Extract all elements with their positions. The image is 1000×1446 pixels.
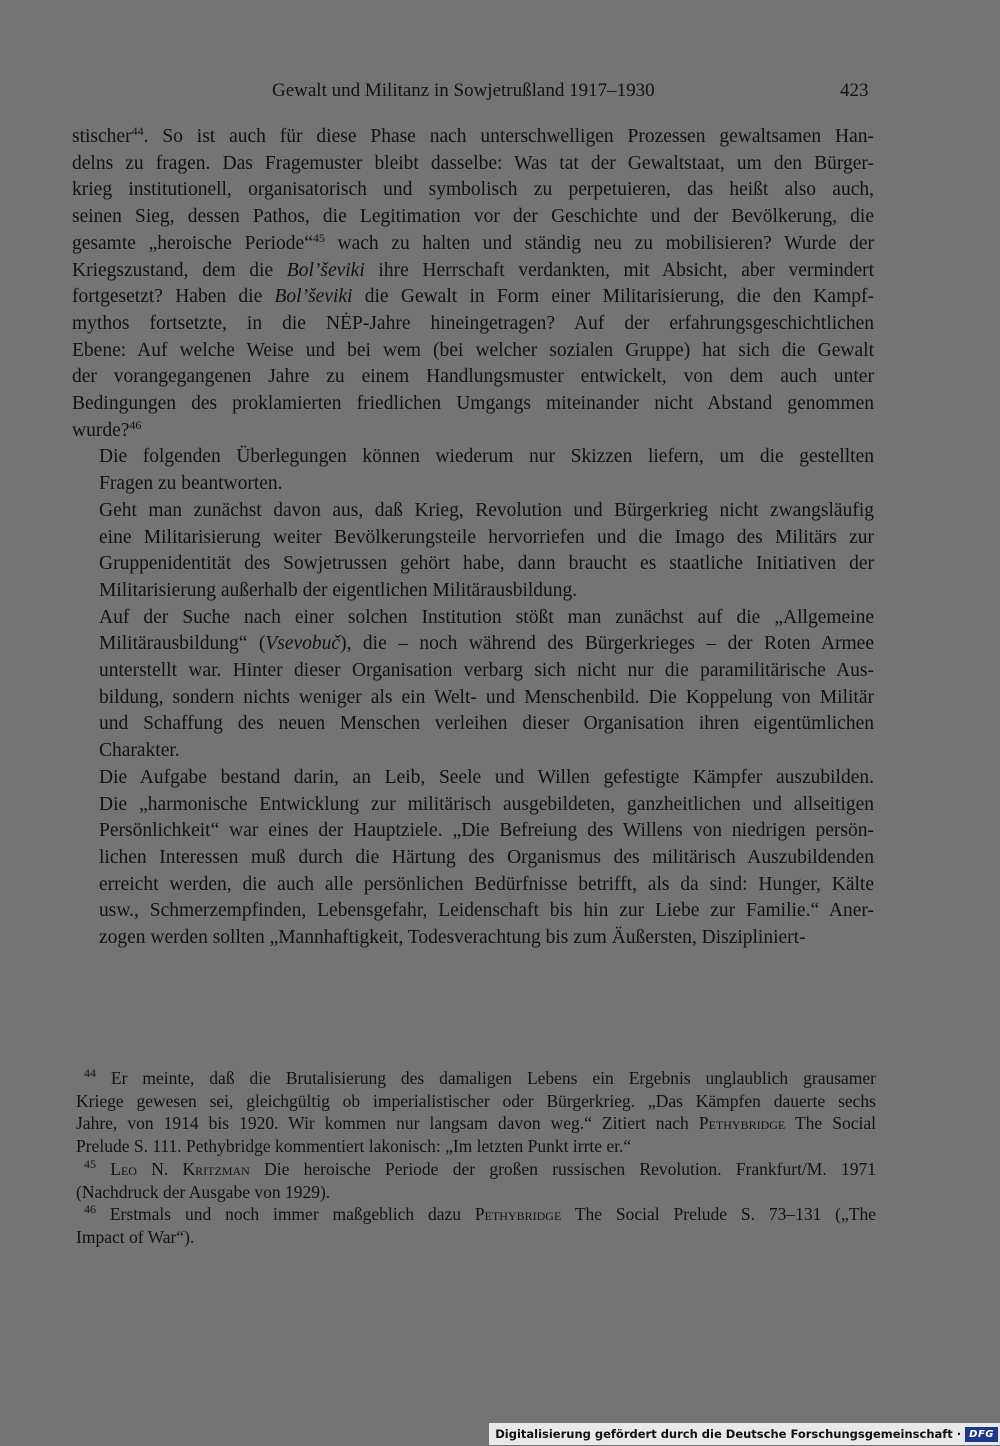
paragraph-4: [72, 605, 874, 765]
credit-text: Digitalisierung gefördert durch die Deutsche Forschungsgemeinschaft ·: [495, 1427, 962, 1441]
text-line: Auf der Suche nach einer solchen Institution stößt man zunächst auf die „Allgemeine: [99, 606, 874, 628]
footnote-45: [76, 1158, 876, 1203]
text-line: Bedingungen des proklamierten friedlichen Umgangs miteinander nicht Abstand genommen: [72, 393, 874, 415]
paragraph-3: [72, 498, 874, 605]
text-line: wurde?$^{46}$: [72, 417, 142, 441]
text-line: Die Aufgabe bestand darin, an Leib, Seele und Willen gefestigte Kämpfer auszubilden.: [99, 766, 874, 788]
text-line: $^{44}$ Er meinte, daß die Brutalisierung des damaligen Lebens ein Ergebnis unglaublich grausamer: [84, 1066, 876, 1088]
text-line: Militärausbildung“ (Vsevobuč), die – noch während des Bürgerkrieges – der Roten Armee: [99, 633, 874, 655]
text-line: bildung, sondern nichts weniger als ein Welt- und Menschenbild. Die Koppelung von Militär: [99, 686, 874, 708]
text-line: Impact of War“).: [76, 1226, 195, 1247]
text-line: fortgesetzt? Haben die Bol’ševiki die Gewalt in Form einer Militarisierung, die den Kampf-: [72, 286, 874, 308]
text-line: Prelude S. 111. Pethybridge kommentiert lakonisch: „Im letzten Punkt irrte er.“: [76, 1136, 632, 1157]
text-line: Geht man zunächst davon aus, daß Krieg, Revolution und Bürgerkrieg nicht zwangsläufig: [99, 499, 874, 521]
text-line: Persönlichkeit“ war eines der Hauptziele. „Die Befreiung des Willens von niedrigen persön-: [99, 820, 874, 842]
text-line: Fragen zu beantworten.: [99, 473, 283, 495]
footnote-46: [76, 1203, 876, 1248]
text-line: Die „harmonische Entwicklung zur militärisch ausgebildeten, ganzheitlichen und allseitigen: [99, 793, 874, 815]
paragraph-5: [72, 765, 874, 952]
digitization-credit-bar: [489, 1423, 1000, 1445]
text-line: Militarisierung außerhalb der eigentlichen Militärausbildung.: [99, 579, 578, 601]
footnote-44: [76, 1067, 876, 1158]
text-line: Kriegszustand, dem die Bol’ševiki ihre Herrschaft verdankten, mit Absicht, aber vermindert: [72, 259, 875, 281]
text-line: erreicht werden, die auch alle persönlichen Bedürfnisse betrifft, als da sind: Hunger, Kälte: [99, 873, 874, 895]
text-line: (Nachdruck der Ausgabe von 1929).: [76, 1181, 331, 1202]
text-line: seinen Sieg, dessen Pathos, die Legitimation vor der Geschichte und der Bevölkerung, die: [72, 206, 874, 228]
text-line: Jahre, von 1914 bis 1920. Wir kommen nur langsam davon weg.“ Zitiert nach Pethybridge The Social: [76, 1113, 876, 1134]
text-line: Die folgenden Überlegungen können wiederum nur Skizzen liefern, um die gestellten: [99, 446, 874, 468]
text-line: Kriege gewesen sei, gleichgültig ob imperialistischer oder Bürgerkrieg. „Das Kämpfen dauerte sechs: [76, 1090, 876, 1111]
text-line: delns zu fragen. Das Fragemuster bleibt dasselbe: Was tat der Gewaltstaat, um den Bürger-: [72, 152, 874, 174]
body-text: [72, 124, 874, 952]
text-line: Ebene: Auf welche Weise und bei wem (bei welcher sozialen Gruppe) hat sich die Gewalt: [72, 339, 874, 361]
text-line: gesamte „heroische Periode“$^{45}$ wach zu halten und ständig neu zu mobilisieren? Wurde der: [72, 230, 874, 254]
text-line: mythos fortsetzte, in die NĖP-Jahre hineingetragen? Auf der erfahrungsgeschichtlichen: [72, 312, 874, 334]
text-line: lichen Interessen muß durch die Härtung des Organismus des militärisch Auszubildenden: [99, 846, 874, 868]
text-line: Gruppenidentität des Sowjetrussen gehört habe, dann braucht es staatliche Initiativen der: [99, 553, 874, 575]
text-line: eine Militarisierung weiter Bevölkerungsteile hervorriefen und die Imago des Militärs zur: [99, 526, 874, 548]
text-line: Charakter.: [99, 740, 180, 762]
text-line: $^{45}$ Leo N. Kritzman Die heroische Periode der großen russischen Revolution. Frankfurt/M. 1971: [84, 1156, 877, 1179]
text-line: und Schaffung des neuen Menschen verleihen dieser Organisation ihren eigentümlichen: [99, 713, 874, 735]
text-line: stischer$^{44}$. So ist auch für diese Phase nach unterschwelligen Prozessen gewaltsamen Han-: [72, 124, 874, 147]
text-line: usw., Schmerzempfinden, Lebensgefahr, Leidenschaft bis hin zur Liebe zur Familie.“ Aner-: [99, 900, 874, 922]
text-line: $^{46}$ Erstmals und noch immer maßgeblich dazu Pethybridge The Social Prelude S. 73–131 („The: [84, 1202, 876, 1225]
paragraph-1: [72, 124, 874, 444]
paragraph-2: [72, 444, 874, 497]
text-line: krieg institutionell, organisatorisch und symbolisch zu perpetuieren, das heißt also auch,: [72, 179, 874, 201]
running-header-title: Gewalt und Militanz in Sowjetrußland 1917–1930: [272, 80, 655, 101]
dfg-logo: DFG: [965, 1427, 998, 1442]
text-line: der vorangegangenen Jahre zu einem Handlungsmuster entwickelt, von dem auch unter: [72, 366, 874, 388]
footnotes: [76, 1067, 876, 1249]
page-number: 423: [840, 80, 869, 101]
text-line: unterstellt war. Hinter dieser Organisation verbarg sich nicht nur die paramilitärische Aus-: [99, 660, 874, 682]
text-line: zogen werden sollten „Mannhaftigkeit, Todesverachtung bis zum Äußersten, Diszipliniert-: [99, 927, 806, 949]
